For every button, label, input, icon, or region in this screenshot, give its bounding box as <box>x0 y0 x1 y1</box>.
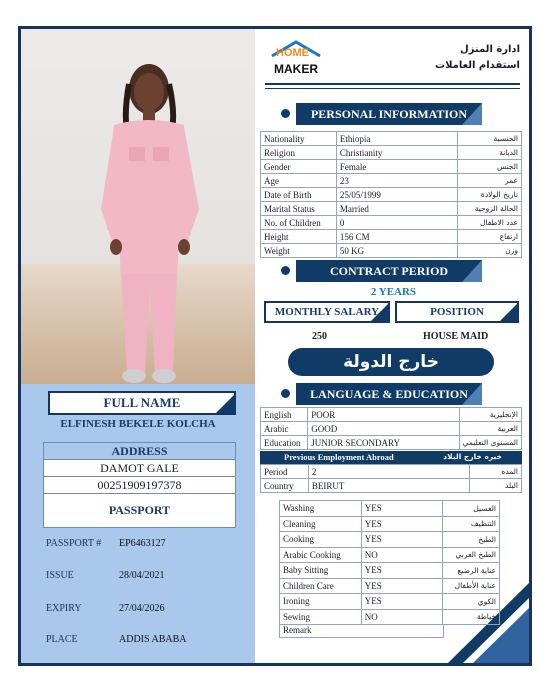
personal-info-row-value: Married <box>336 202 457 216</box>
skill-row-arabic-label: الغسيل <box>443 501 500 517</box>
skill-row-label: Washing <box>280 501 362 517</box>
language-row-value: JUNIOR SECONDARY <box>308 436 459 450</box>
skill-row-value: NO <box>361 609 442 625</box>
personal-info-row-label: Marital Status <box>261 202 337 216</box>
language-row-label: Education <box>261 436 308 450</box>
contract-period-header: CONTRACT PERIOD <box>296 260 482 282</box>
employment-row-label: Period <box>261 465 309 479</box>
address-label: ADDRESS <box>44 443 235 460</box>
personal-info-row <box>261 146 522 160</box>
personal-info-row-arabic-label: عدد الاطفال <box>458 216 522 230</box>
personal-info-row-value: 156 CM <box>336 230 457 244</box>
logo-maker-text: MAKER <box>274 62 318 76</box>
monthly-salary-label: MONTHLY SALARY <box>274 306 380 318</box>
skills-table <box>279 500 500 625</box>
personal-info-row <box>261 188 522 202</box>
personal-info-row <box>261 244 522 258</box>
personal-info-row <box>261 216 522 230</box>
language-row-value: POOR <box>308 408 459 422</box>
personal-info-row <box>261 132 522 146</box>
employment-title-ar: خبره خارج البلاد <box>443 452 502 461</box>
skill-row <box>280 594 500 610</box>
phone-value: 00251909197378 <box>44 477 235 494</box>
personal-info-row-label: Nationality <box>261 132 337 146</box>
skill-row <box>280 609 500 625</box>
header-corner <box>462 260 482 282</box>
employment-row <box>261 479 522 493</box>
personal-info-row-value: 0 <box>336 216 457 230</box>
issue-label: ISSUE <box>46 570 74 581</box>
skill-row <box>280 501 500 517</box>
skill-row-value: NO <box>361 547 442 563</box>
arabic-title-line1: ادارة المنزل <box>460 44 520 55</box>
position-label: POSITION <box>430 306 484 318</box>
personal-info-row-arabic-label: الحالة الزوجية <box>458 202 522 216</box>
expiry-date: 27/04/2026 <box>119 603 165 614</box>
skill-row-label: Cleaning <box>280 516 362 532</box>
skill-row-label: Children Care <box>280 578 362 594</box>
candidate-figure <box>21 29 255 384</box>
skill-row <box>280 563 500 579</box>
skill-row <box>280 547 500 563</box>
language-row <box>261 422 522 436</box>
personal-info-table <box>260 131 522 258</box>
skill-row-arabic-label: الكوي <box>443 594 500 610</box>
section-bullet <box>281 266 290 275</box>
personal-info-row-arabic-label: ارتفاع <box>458 230 522 244</box>
skill-row <box>280 532 500 548</box>
issue-date: 28/04/2021 <box>119 570 165 581</box>
employment-row-value: 2 <box>308 465 469 479</box>
home-maker-logo <box>268 38 324 80</box>
language-row-value: GOOD <box>308 422 459 436</box>
skill-row-value: YES <box>361 578 442 594</box>
skill-row-value: YES <box>361 532 442 548</box>
full-name-label: FULL NAME <box>103 395 181 410</box>
header-divider <box>265 83 520 85</box>
corner-triangle <box>500 303 518 321</box>
passport-details <box>43 528 236 658</box>
language-row <box>261 436 522 450</box>
candidate-photo <box>21 29 255 384</box>
contract-period-value: 2 YEARS <box>370 286 417 298</box>
personal-info-row-label: Date of Birth <box>261 188 337 202</box>
personal-info-row-arabic-label: الديانة <box>458 146 522 160</box>
employment-header <box>260 451 522 464</box>
header-corner <box>462 383 482 405</box>
personal-info-row-arabic-label: وزن <box>458 244 522 258</box>
personal-info-row <box>261 230 522 244</box>
personal-info-row-value: 25/05/1999 <box>336 188 457 202</box>
skill-row <box>280 578 500 594</box>
salary-value: 250 <box>312 331 327 342</box>
expiry-label: EXPIRY <box>46 603 82 614</box>
personal-info-header: PERSONAL INFORMATION <box>296 103 482 125</box>
full-name-value: ELFINESH BEKELE KOLCHA <box>60 418 216 430</box>
full-name-label-box <box>48 391 236 415</box>
language-education-header: LANGUAGE & EDUCATION <box>296 383 482 405</box>
skill-row-value: YES <box>361 501 442 517</box>
personal-info-row-label: Height <box>261 230 337 244</box>
employment-row-label: Country <box>261 479 309 493</box>
employment-title: Previous Employment Abroad <box>284 452 394 462</box>
language-row-arabic-label: المستوى التعليمي <box>459 436 521 450</box>
employment-row-value: BEIRUT <box>308 479 469 493</box>
skill-row-label: Arabic Cooking <box>280 547 362 563</box>
employment-row <box>261 465 522 479</box>
place-value: ADDIS ABABA <box>119 634 187 645</box>
employment-row-arabic-label: المده <box>470 465 522 479</box>
personal-info-row-label: Age <box>261 174 337 188</box>
skill-row-value: YES <box>361 563 442 579</box>
skill-row-arabic-label: خياطة <box>443 609 500 625</box>
language-table <box>260 407 522 450</box>
skill-row-arabic-label: عناية الأطفال <box>443 578 500 594</box>
personal-info-row-arabic-label: الجنس <box>458 160 522 174</box>
skill-row-label: Ironing <box>280 594 362 610</box>
remark-row <box>279 624 444 638</box>
personal-info-row <box>261 174 522 188</box>
address-value: DAMOT GALE <box>44 460 235 477</box>
personal-info-row-value: 23 <box>336 174 457 188</box>
logo-home-text: HOME <box>276 47 309 59</box>
personal-info-row-value: Female <box>336 160 457 174</box>
personal-info-row-arabic-label: الجنسية <box>458 132 522 146</box>
skill-row-value: YES <box>361 594 442 610</box>
personal-info-row-value: Ethiopia <box>336 132 457 146</box>
corner-triangle <box>371 303 389 321</box>
skill-row <box>280 516 500 532</box>
personal-info-row <box>261 160 522 174</box>
skill-row-arabic-label: التنظيف <box>443 516 500 532</box>
place-label: PLACE <box>46 634 78 645</box>
language-row-arabic-label: الإنجليزية <box>459 408 521 422</box>
remark-label: Remark <box>283 625 312 635</box>
header-divider-thin <box>265 88 520 89</box>
personal-info-row-label: Religion <box>261 146 337 160</box>
corner-triangle <box>216 393 236 413</box>
passport-number-label: PASSPORT # <box>46 538 102 549</box>
arabic-title-line2: استقدام العاملات <box>435 60 520 71</box>
skill-row-label: Cooking <box>280 532 362 548</box>
skill-row-arabic-label: عناية الرضيع <box>443 563 500 579</box>
section-bullet <box>281 109 290 118</box>
passport-label: PASSPORT <box>108 503 171 517</box>
personal-info-row-label: No. of Children <box>261 216 337 230</box>
language-row <box>261 408 522 422</box>
employment-table <box>260 464 522 493</box>
language-row-arabic-label: العربية <box>459 422 521 436</box>
personal-info-row-arabic-label: تاريخ الولادة <box>458 188 522 202</box>
position-value: HOUSE MAID <box>423 331 489 342</box>
personal-info-row <box>261 202 522 216</box>
personal-info-row-label: Weight <box>261 244 337 258</box>
skill-row-arabic-label: الطبخ العربي <box>443 547 500 563</box>
section-bullet <box>281 389 290 398</box>
passport-number-value: EP6463127 <box>119 538 166 549</box>
header-corner <box>462 103 482 125</box>
abroad-badge: خارج الدولة <box>288 348 494 376</box>
address-card <box>43 442 236 528</box>
personal-info-row-value: 50 KG <box>336 244 457 258</box>
personal-info-row-value: Christianity <box>336 146 457 160</box>
personal-info-row-arabic-label: عمر <box>458 174 522 188</box>
language-row-label: Arabic <box>261 422 308 436</box>
skill-row-arabic-label: الطبخ <box>443 532 500 548</box>
skill-row-value: YES <box>361 516 442 532</box>
language-row-label: English <box>261 408 308 422</box>
skill-row-label: Baby Sitting <box>280 563 362 579</box>
employment-row-arabic-label: البلد <box>470 479 522 493</box>
skill-row-label: Sewing <box>280 609 362 625</box>
personal-info-row-label: Gender <box>261 160 337 174</box>
